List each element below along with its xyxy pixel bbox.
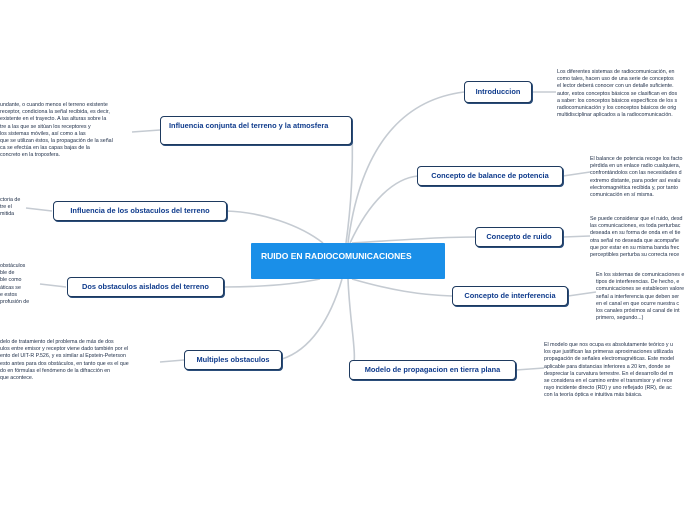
leader-obstaculos	[26, 208, 52, 211]
leader-balance	[563, 172, 590, 176]
link-tierra-plana	[348, 279, 354, 370]
link-obstaculos-terreno	[226, 211, 323, 243]
leader-interferencia	[568, 292, 596, 296]
note-multiples-obstaculos: delo de tratamiento del problema de más de dos ulos entre emisor y receptor viene dado también por el ento del UIT-R P.526, y es similar al Epstein-Peterson esto antes para dos obstáculos, en tanto que es el que do en fórmulas el fenómeno de la difracción en que acontece.	[0, 339, 129, 382]
node-introduccion[interactable]	[464, 81, 532, 103]
node-influencia-conjunta-label: Influencia conjunta del terreno y la atmosfera	[169, 121, 329, 130]
node-balance-potencia-label: Concepto de balance de potencia	[431, 171, 549, 180]
central-title: RUIDO EN RADIOCOMUNICACIONES	[261, 251, 412, 261]
note-influencia-obstaculos: ctoria de tre el mitida	[0, 197, 21, 218]
node-influencia-obstaculos-label: Influencia de los obstaculos del terreno	[70, 206, 210, 215]
node-concepto-interferencia-label: Concepto de interferencia	[464, 291, 556, 300]
note-influencia-conjunta: undante, o cuando menos el terreno existente receptor, condiciona la señal recibida, es decir, existente en el trayecto. A las alturas sobre la tre a las que se sitúan los receptores y los sistemas móviles, así como a las que se utilizan éstos, la propagación de la señal ca se efectúa en las capas bajas de la concreto en la troposfera.	[0, 102, 113, 159]
node-dos-obstaculos[interactable]	[67, 277, 224, 297]
node-multiples-obstaculos-label: Multiples obstaculos	[196, 355, 270, 364]
leader-ruido	[563, 236, 590, 237]
node-multiples-obstaculos[interactable]	[184, 350, 282, 370]
node-dos-obstaculos-label: Dos obstaculos aislados del terreno	[82, 282, 209, 291]
node-introduccion-label: Introduccion	[475, 87, 521, 96]
link-dos-obstaculos	[224, 279, 320, 287]
leader-multiples	[160, 360, 184, 362]
note-concepto-interferencia: En los sistemas de comunicaciones e tipos de interferencias. De hecho, e comunicaciones se establecen valore señal a interferencia que deben ser en el canal en que ocurre nuestra c los canales próximos al canal de int primero, segundo...)	[596, 272, 685, 322]
note-balance-potencia: El balance de potencia recoge los facto pérdida en un enlace radio cualquiera, confrontándolos con las necesidades d extremo distante, para poder así evalu electromagnética recibida y, por tanto comunicación en sí misma.	[590, 156, 683, 199]
central-topic[interactable]	[251, 243, 445, 279]
link-multiples	[282, 279, 342, 359]
note-dos-obstaculos: obstáculos ble de ble como áticas se e estos profusión de	[0, 263, 30, 306]
node-influencia-obstaculos[interactable]	[53, 201, 227, 221]
node-concepto-interferencia[interactable]	[452, 286, 568, 306]
leader-conjunta	[132, 130, 160, 132]
node-influencia-conjunta[interactable]	[160, 116, 352, 145]
note-introduccion: Los diferentes sistemas de radiocomunicación, en como tales, hacen uso de una serie de conceptos el lector deberá conocer con un detalle suficiente. autor, estos conceptos básicos se clasifican en dos a saber: los conceptos básicos específicos de los s radiocomunicación y los conceptos básicos de orig multidisciplinar aplicados a la radiocomunicación.	[557, 69, 678, 119]
link-interferencia	[352, 279, 452, 296]
leader-dos	[40, 284, 66, 287]
note-concepto-ruido: Se puede considerar que el ruido, desd las comunicaciones, es toda perturbac deseada en su forma de onda en el tie otra señal no deseada que acompañe que por estar en su misma banda frec perceptibles perturba su correcta rece	[590, 216, 683, 259]
node-balance-potencia[interactable]	[417, 166, 563, 186]
node-concepto-ruido-label: Concepto de ruido	[486, 232, 552, 241]
leader-tierra-plana	[516, 368, 544, 370]
node-modelo-tierra-plana[interactable]	[349, 360, 516, 380]
note-modelo-tierra-plana: El modelo que nos ocupa es absolutamente teórico y u los que justifican las primeras aproximaciones utilizada propagación de señales electromagnéticas. Este model aplicable para distancias inferiores a 20 km, donde se despreciar la curvatura terrestre. En el desarrollo del m se considera en el camino entre el transmisor y el rece rayo incidente directo (RD) y uno reflejado (RR), de ac con la teoría óptica e intuitiva más básica.	[544, 342, 675, 399]
node-modelo-tierra-plana-label: Modelo de propagacion en tierra plana	[364, 365, 501, 374]
node-concepto-ruido[interactable]	[475, 227, 563, 247]
